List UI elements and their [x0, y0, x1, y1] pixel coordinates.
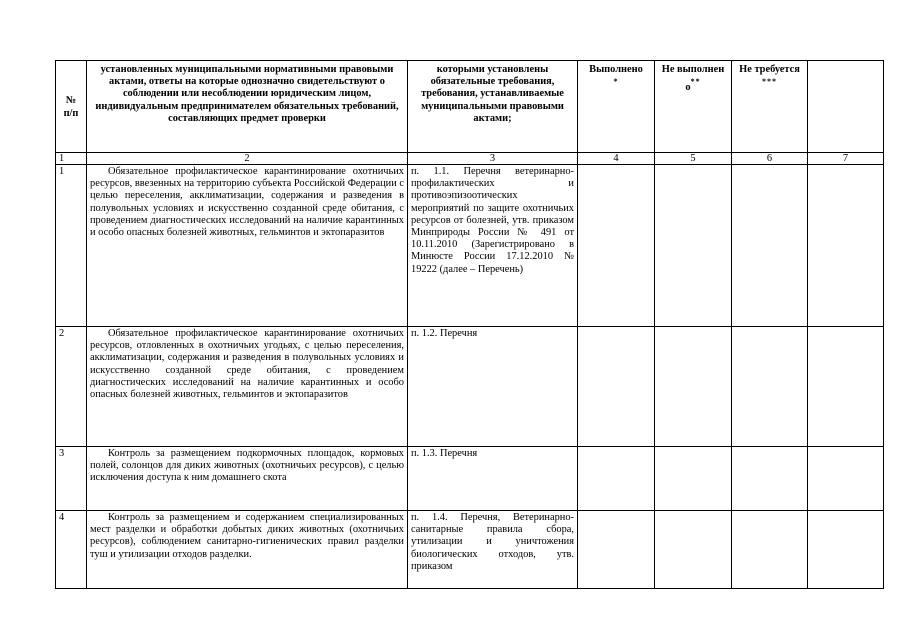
- extra-cell: [808, 447, 884, 511]
- column-number: 1: [56, 153, 87, 165]
- done-cell[interactable]: [578, 327, 655, 447]
- not-required-cell[interactable]: [732, 447, 808, 511]
- header-row: [56, 61, 884, 153]
- column-numbers-row: [56, 153, 884, 165]
- extra-cell: [808, 511, 884, 589]
- row-number: 3: [56, 447, 87, 511]
- table-row: [56, 511, 884, 589]
- column-number: 5: [655, 153, 732, 165]
- header-not-done: Не выполнен о**: [655, 61, 732, 153]
- header-not-required: Не требуется ***: [732, 61, 808, 153]
- requirement-text: Контроль за размещением и содержанием специализированных мест разделки и обработки добытых диких животных (охотничьих ресурсов), соблюдением санитарно-гигиенических правил разделки туш и утилизации отходов разделки.: [87, 511, 408, 589]
- table-row: [56, 447, 884, 511]
- not-done-cell[interactable]: [655, 327, 732, 447]
- row-number: 1: [56, 165, 87, 327]
- done-cell[interactable]: [578, 165, 655, 327]
- legal-act-text: п. 1.4. Перечня, Ветеринарно-санитарные правила сбора, утилизации и уничтожения биологических отходов, утв. приказом: [408, 511, 578, 589]
- requirement-text: Контроль за размещением подкормочных площадок, кормовых полей, солонцов для диких животных (охотничьих ресурсов), с целью исключения доступа к ним домашнего скота: [87, 447, 408, 511]
- not-required-cell[interactable]: [732, 327, 808, 447]
- legal-act-text: п. 1.2. Перечня: [408, 327, 578, 447]
- not-done-cell[interactable]: [655, 447, 732, 511]
- table-row: [56, 327, 884, 447]
- not-done-cell[interactable]: [655, 511, 732, 589]
- legal-act-text: п. 1.1. Перечня ветеринарно-профилактических и противоэпизоотических мероприятий по защите охотничьих ресурсов от болезней, утв. приказом Минприроды России № 491 от 10.11.2010 (Зарегистрировано в Минюсте России 17.12.2010 № 19222 (далее – Перечень): [408, 165, 578, 327]
- not-done-cell[interactable]: [655, 165, 732, 327]
- header-num: № п/п: [56, 61, 87, 153]
- header-extra: [808, 61, 884, 153]
- done-cell[interactable]: [578, 447, 655, 511]
- extra-cell: [808, 165, 884, 327]
- legal-act-text: п. 1.3. Перечня: [408, 447, 578, 511]
- column-number: 4: [578, 153, 655, 165]
- table-row: [56, 165, 884, 327]
- requirement-text: Обязательное профилактическое карантинирование охотничьих ресурсов, отловленных в охотничьих угодьях, с целью переселения, акклиматизации, содержания и разведения в полувольных условиях и искусственно созданной среде обитания, с проведением диагностических исследований на наличие карантинных и особо опасных болезней животных, гельминтов и эктопаразитов: [87, 327, 408, 447]
- column-number: 2: [87, 153, 408, 165]
- not-required-cell[interactable]: [732, 165, 808, 327]
- header-done-mark: *: [613, 77, 619, 87]
- header-not-required-mark: ***: [762, 77, 777, 87]
- row-number: 4: [56, 511, 87, 589]
- done-cell[interactable]: [578, 511, 655, 589]
- column-number: 6: [732, 153, 808, 165]
- header-legal-act: которыми установлены обязательные требования, требования, устанавливаемые муниципальными правовыми актами;: [408, 61, 578, 153]
- not-required-cell[interactable]: [732, 511, 808, 589]
- requirement-text: Обязательное профилактическое карантинирование охотничьих ресурсов, ввезенных на территорию субъекта Российской Федерации с целью переселения, акклиматизации, содержания и разведения в полувольных условиях и искусственно созданной среде обитания, с проведением диагностических исследований на наличие карантинных и особо опасных болезней животных, гельминтов и эктопаразитов: [87, 165, 408, 327]
- column-number: 3: [408, 153, 578, 165]
- header-done: Выполнено *: [578, 61, 655, 153]
- header-not-done-mark: **: [690, 77, 701, 87]
- row-number: 2: [56, 327, 87, 447]
- extra-cell: [808, 327, 884, 447]
- column-number: 7: [808, 153, 884, 165]
- checklist-table: [55, 60, 884, 589]
- header-requirement: установленных муниципальными нормативными правовыми актами, ответы на которые однозначно свидетельствуют о соблюдении или несоблюдении юридическим лицом, индивидуальным предпринимателем обязательных требований, составляющих предмет проверки: [87, 61, 408, 153]
